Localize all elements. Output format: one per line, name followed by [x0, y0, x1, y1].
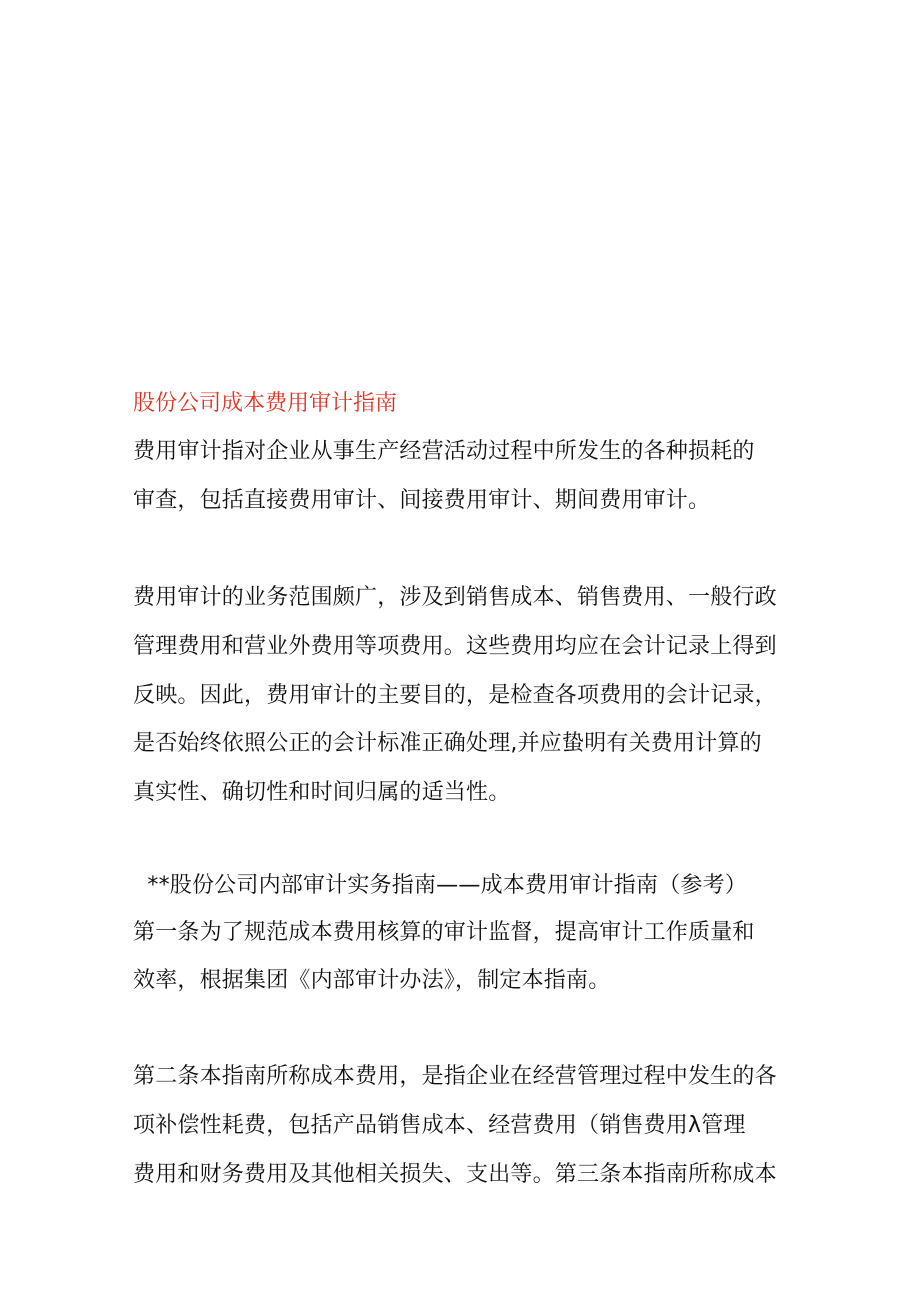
paragraph-line: 第二条本指南所称成本费用，是指企业在经营管理过程中发生的各 [133, 1064, 777, 1089]
paragraph-line: 真实性、确切性和时间归属的适当性。 [133, 780, 511, 805]
paragraph-line: 管理费用和营业外费用等项费用。这些费用均应在会计记录上得到 [133, 634, 777, 659]
section-heading-line: **股份公司内部审计实务指南——成本费用审计指南（参考） [133, 873, 747, 898]
paragraph-line: 审查，包括直接费用审计、间接费用审计、期间费用审计。 [133, 488, 711, 513]
paragraph-line: 费用和财务费用及其他相关损失、支出等。第三条本指南所称成本 [133, 1162, 777, 1187]
paragraph-line: 效率，根据集团《内部审计办法》，制定本指南。 [133, 968, 611, 993]
paragraph-line: 反映。因此，费用审计的主要目的，是检查各项费用的会计记录， [133, 683, 777, 708]
paragraph-line: 项补偿性耗费，包括产品销售成本、经营费用（销售费用λ管理 [133, 1113, 746, 1138]
paragraph-line: 费用审计指对企业从事生产经营活动过程中所发生的各种损耗的 [133, 439, 755, 464]
paragraph-line: 是否始终依照公正的会计标准正确处理,并应蛰明有关费用计算的 [133, 731, 762, 756]
paragraph-line: 费用审计的业务范围颇广，涉及到销售成本、销售费用、一般行政 [133, 585, 777, 610]
paragraph-line: 第一条为了规范成本费用核算的审计监督，提高审计工作质量和 [133, 920, 755, 945]
document-title: 股份公司成本费用审计指南 [133, 391, 398, 416]
